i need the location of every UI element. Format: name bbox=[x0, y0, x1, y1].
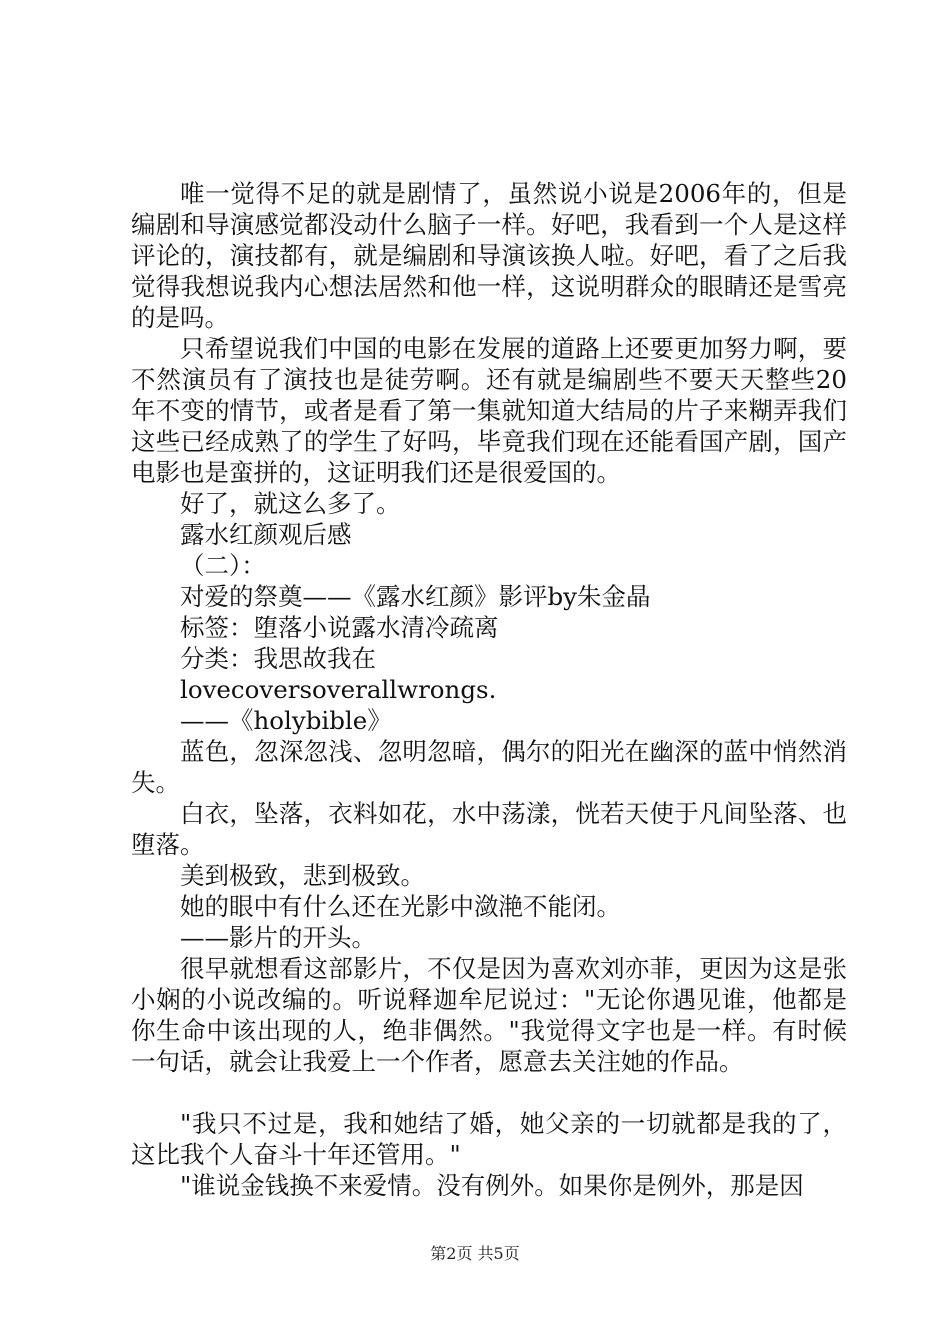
paragraph-3: 好了，就这么多了。 bbox=[180, 489, 401, 518]
paragraph-8: ——影片的开头。 bbox=[180, 923, 376, 952]
section-title: 露水红颜观后感 bbox=[180, 520, 352, 549]
paragraph-9: 很早就想看这部影片，不仅是因为喜欢刘亦菲，更因为这是张小娴的小说改编的。听说释迦牟尼说过："无论你遇见谁，他都是你生命中该出现的人，绝非偶然。"我觉得文字也是一样。有时候一句话，就会让我爱上一个作者，愿意去关注她的作品。 bbox=[131, 954, 847, 1076]
paragraph-7: 她的眼中有什么还在光影中潋滟不能闭。 bbox=[180, 892, 621, 921]
paragraph-2: 只希望说我们中国的电影在发展的道路上还要更加努力啊，要不然演员有了演技也是徒劳啊。还有就是编剧些不要天天整些20年不变的情节，或者是看了第一集就知道大结局的片子来糊弄我们这些已经成熟了的学生了好吗，毕竟我们现在还能看国产剧，国产电影也是蛮拼的，这证明我们还是很爱国的。 bbox=[131, 334, 847, 487]
review-title: 对爱的祭奠——《露水红颜》影评by朱金晶 bbox=[180, 582, 651, 611]
section-number: （二）： bbox=[180, 551, 266, 580]
paragraph-5: 白衣，坠落，衣料如花，水中荡漾，恍若天使于凡间坠落、也堕落。 bbox=[131, 799, 847, 859]
paragraph-1: 唯一觉得不足的就是剧情了，虽然说小说是2006年的，但是编剧和导演感觉都没动什么脑子一样。好吧，我看到一个人是这样评论的，演技都有，就是编剧和导演该换人啦。好吧，看了之后我觉得我想说我内心想法居然和他一样，这说明群众的眼睛还是雪亮的是吗。 bbox=[131, 179, 847, 332]
epigraph-source: ——《holybible》 bbox=[180, 706, 392, 735]
paragraph-4: 蓝色，忽深忽浅、忽明忽暗，偶尔的阳光在幽深的蓝中悄然消失。 bbox=[131, 737, 847, 797]
quote-1: "我只不过是，我和她结了婚，她父亲的一切就都是我的了，这比我个人奋斗十年还管用。" bbox=[131, 1109, 847, 1169]
category-line: 分类：我思故我在 bbox=[180, 644, 376, 673]
epigraph-quote: lovecoversoverallwrongs. bbox=[180, 675, 497, 704]
page-footer: 第2页 共5页 bbox=[430, 1244, 520, 1263]
blank-line bbox=[131, 1077, 847, 1108]
document-body bbox=[131, 178, 847, 1201]
paragraph-6: 美到极致，悲到极致。 bbox=[180, 861, 425, 890]
quote-2: "谁说金钱换不来爱情。没有例外。如果你是例外，那是因 bbox=[180, 1171, 804, 1200]
tags-line: 标签：堕落小说露水清冷疏离 bbox=[180, 613, 499, 642]
